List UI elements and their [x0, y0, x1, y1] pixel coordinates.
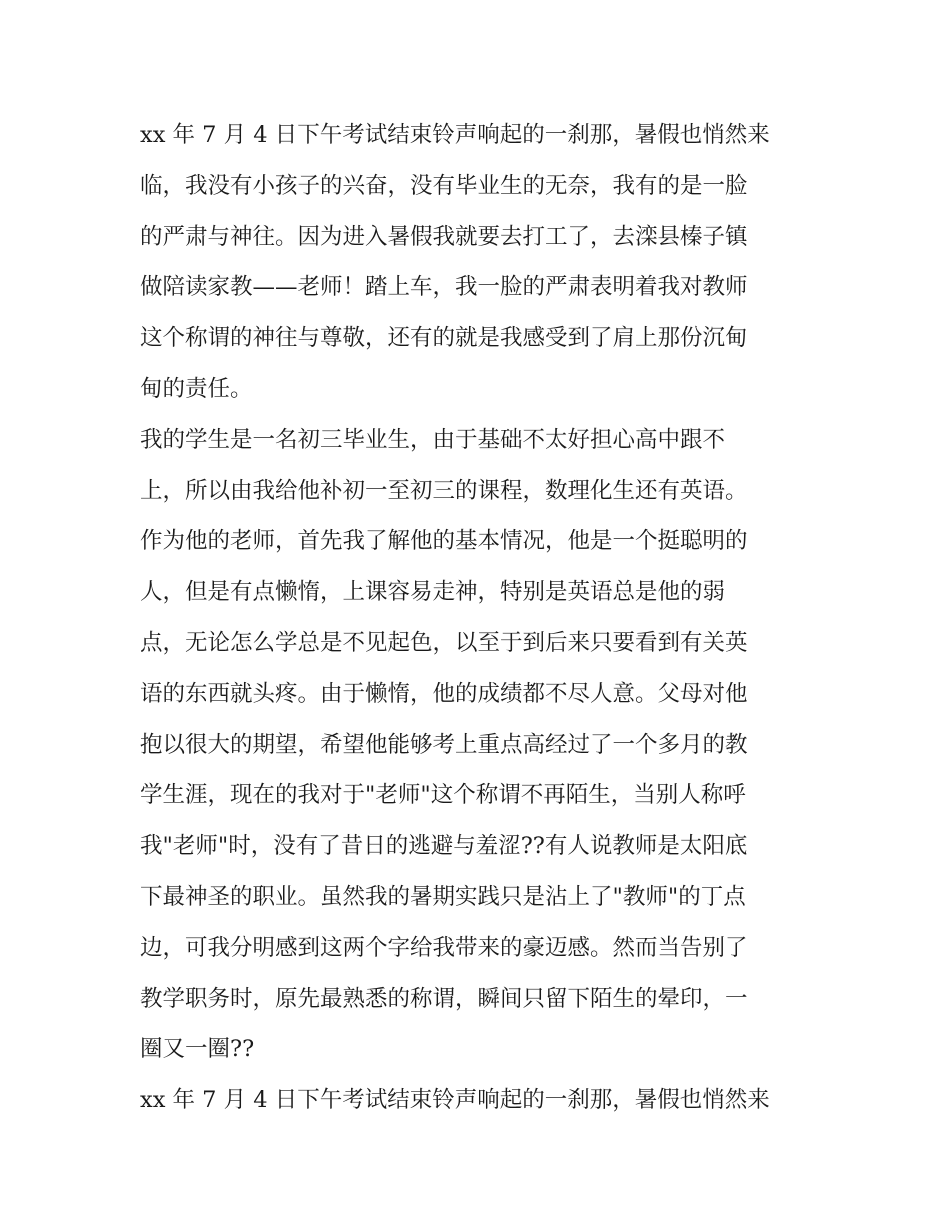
paragraph-2	[140, 415, 820, 1075]
text-line: 临，我没有小孩子的兴奋，没有毕业生的无奈，我有的是一脸	[140, 172, 748, 199]
text-line: 抱以很大的期望，希望他能够考上重点高经过了一个多月的教	[140, 731, 748, 758]
text-line: 我的学生是一名初三毕业生，由于基础不太好担心高中跟不	[140, 426, 726, 453]
document-body	[140, 110, 820, 1126]
text-line: 人，但是有点懒惰，上课容易走神，特别是英语总是他的弱	[140, 579, 726, 606]
text-line: xx 年 7 月 4 日下午考试结束铃声响起的一刹那，暑假也悄然来	[140, 122, 770, 148]
text-line: 的严肃与神往。因为进入暑假我就要去打工了，去滦县榛子镇	[140, 223, 748, 250]
text-line: 作为他的老师，首先我了解他的基本情况，他是一个挺聪明的	[140, 528, 748, 555]
paragraph-1	[140, 110, 820, 415]
text-line: 点，无论怎么学总是不见起色，以至于到后来只要看到有关英	[140, 629, 748, 656]
paragraph-3	[140, 1075, 820, 1126]
text-line: 语的东西就头疼。由于懒惰，他的成绩都不尽人意。父母对他	[140, 680, 748, 707]
text-line: 我"老师"时，没有了昔日的逃避与羞涩??有人说教师是太阳底	[140, 833, 748, 860]
text-line: 边，可我分明感到这两个字给我带来的豪迈感。然而当告别了	[140, 934, 748, 961]
text-line: xx 年 7 月 4 日下午考试结束铃声响起的一刹那，暑假也悄然来	[140, 1087, 770, 1114]
text-line: 做陪读家教——老师！踏上车，我一脸的严肃表明着我对教师	[140, 274, 748, 301]
text-line: 甸的责任。	[140, 375, 253, 402]
text-line: 教学职务时，原先最熟悉的称谓，瞬间只留下陌生的晕印，一	[140, 985, 748, 1012]
text-line: 上，所以由我给他补初一至初三的课程，数理化生还有英语。	[140, 477, 748, 504]
text-line: 这个称谓的神往与尊敬，还有的就是我感受到了肩上那份沉甸	[140, 325, 748, 352]
text-line: 圈又一圈??	[140, 1036, 255, 1063]
text-line: 下最神圣的职业。虽然我的暑期实践只是沾上了"教师"的丁点	[140, 883, 746, 910]
text-line: 学生涯，现在的我对于"老师"这个称谓不再陌生，当别人称呼	[140, 782, 746, 809]
